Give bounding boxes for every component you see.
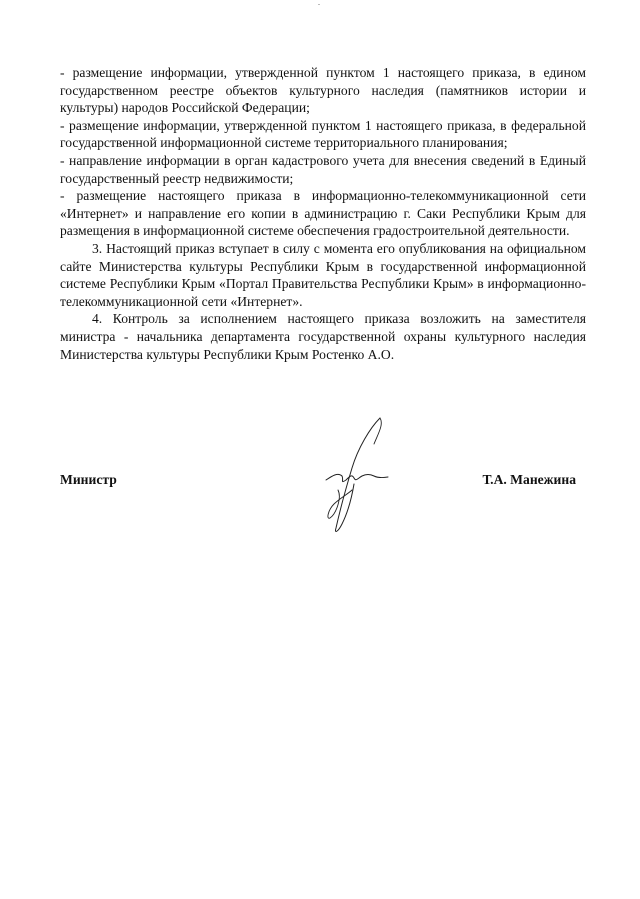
paragraph-bullet-2: - размещение информации, утвержденной пунктом 1 настоящего приказа, в федеральной государственной информационной системе территориального планирования; <box>60 117 586 151</box>
handwritten-signature <box>318 414 396 538</box>
scan-speck <box>318 4 320 5</box>
document-body <box>60 64 586 363</box>
paragraph-item-4: 4. Контроль за исполнением настоящего приказа возложить на заместителя министра - начальника департамента государственной охраны культурного наследия Министерства культуры Республики Крым Ростенко А.О. <box>60 311 586 362</box>
paragraph-bullet-4: - размещение настоящего приказа в информационно-телекоммуникационной сети «Интернет» и направление его копии в администрацию г. Саки Республики Крым для размещения в информационной системе обеспечения градостроительной деятельности. <box>60 188 586 239</box>
paragraph-item-3: 3. Настоящий приказ вступает в силу с момента его опубликования на официальном сайте Министерства культуры Республики Крым в государственной информационной системе Республики Крым «Портал Правительства Республики Крым» в информационно-телекоммуникационной сети «Интернет». <box>60 240 586 309</box>
signatory-title: Министр <box>60 472 117 487</box>
signatory-name: Т.А. Манежина <box>482 472 576 487</box>
paragraph-bullet-1: - размещение информации, утвержденной пунктом 1 настоящего приказа, в едином государственном реестре объектов культурного наследия (памятников истории и культуры) народов Российской Федерации; <box>60 65 586 116</box>
paragraph-bullet-3: - направление информации в орган кадастрового учета для внесения сведений в Единый государственный реестр недвижимости; <box>60 152 586 186</box>
